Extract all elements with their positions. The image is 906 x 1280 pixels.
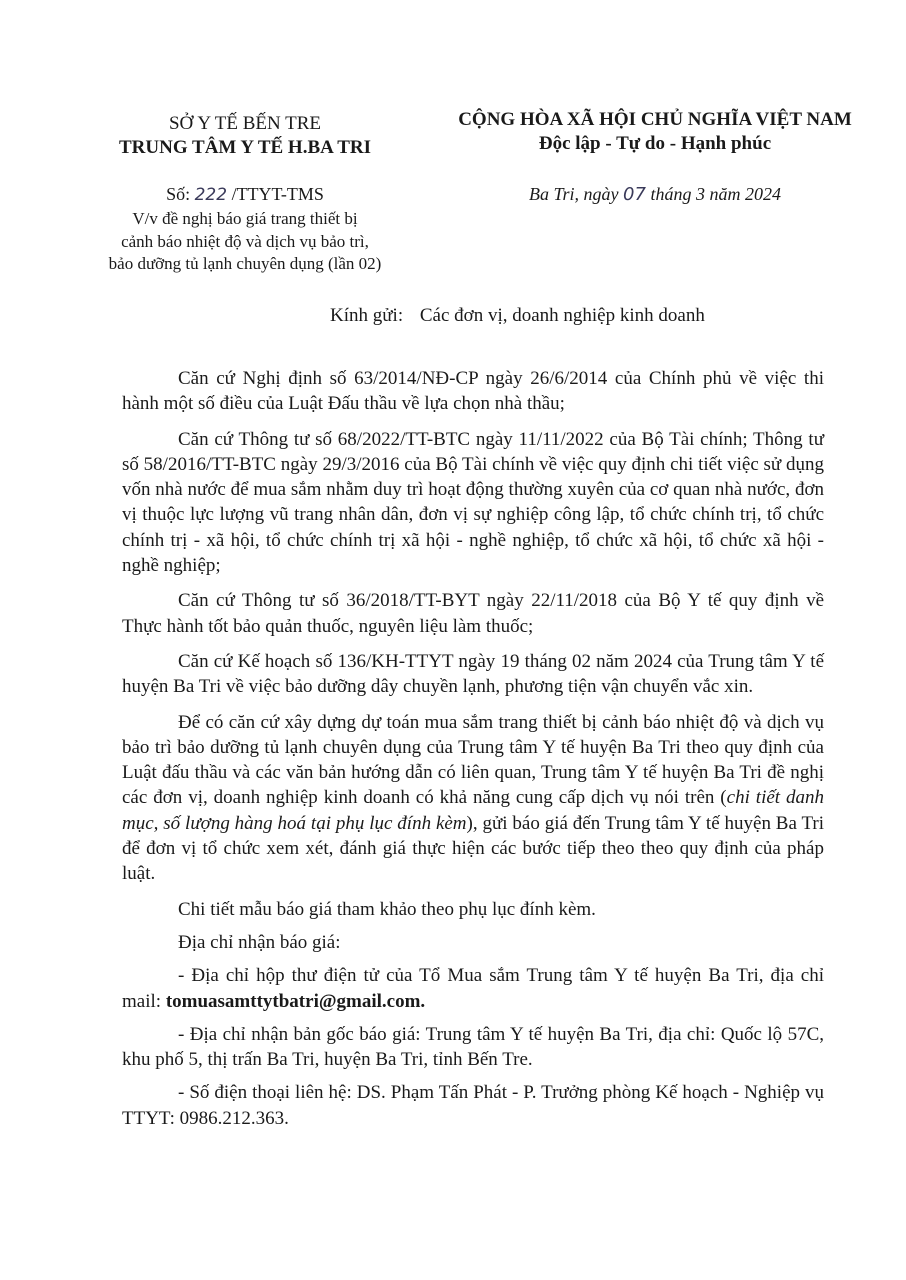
organization-name: TRUNG TÂM Y TẾ H.BA TRI bbox=[119, 137, 371, 158]
parent-organization: SỞ Y TẾ BẾN TRE bbox=[168, 113, 321, 134]
email-address: tomuasamttytbatri@gmail.com. bbox=[165, 990, 426, 1012]
body-paragraph: Căn cứ Kế hoạch số 136/KH-TTYT ngày 19 tháng 02 năm 2024 của Trung tâm Y tế huyện Ba Tri về việc bảo dưỡng dây chuyền lạnh, phương tiện vận chuyển vắc xin. bbox=[122, 650, 824, 698]
national-motto: Độc lập - Tự do - Hạnh phúc bbox=[538, 133, 772, 154]
issuing-organization bbox=[60, 112, 430, 160]
body-paragraph bbox=[122, 710, 824, 887]
date-day-handwritten: 07 bbox=[623, 184, 646, 205]
subject-line: bảo dưỡng tủ lạnh chuyên dụng (lần 02) bbox=[108, 254, 382, 273]
body-paragraph bbox=[122, 963, 824, 1014]
body-text: ), gửi báo giá đến Trung tâm Y tế huyện Ba Tri để đơn vị tổ chức xem xét, đánh giá thực hiện các bước tiếp theo theo quy định của pháp luật. bbox=[122, 812, 824, 885]
date-suffix: tháng 3 năm 2024 bbox=[650, 184, 781, 204]
recipient-line bbox=[330, 304, 705, 328]
doc-number-prefix: Số: bbox=[166, 184, 191, 204]
document-subject bbox=[60, 208, 430, 276]
body-paragraph: Căn cứ Thông tư số 36/2018/TT-BYT ngày 22/11/2018 của Bộ Y tế quy định về Thực hành tốt bảo quản thuốc, nguyên liệu làm thuốc; bbox=[122, 590, 824, 637]
body-paragraph: Căn cứ Thông tư số 68/2022/TT-BTC ngày 11/11/2022 của Bộ Tài chính; Thông tư số 58/2016/TT-BTC ngày 29/3/2016 của Bộ Tài chính về việc quy định chi tiết việc sử dụng vốn nhà nước để mua sắm nhằm duy trì hoạt động thường xuyên của cơ quan nhà nước, đơn vị thuộc lực lượng vũ trang nhân dân, đơn vị sự nghiệp công lập, tổ chức chính trị, tổ chức chính trị - xã hội, tổ chức chính trị xã hội - nghề nghiệp, tổ chức xã hội, tổ chức xã hội - nghề nghiệp; bbox=[122, 428, 824, 577]
body-paragraph: - Địa chỉ nhận bản gốc báo giá: Trung tâm Y tế huyện Ba Tri, địa chỉ: Quốc lộ 57C, khu phố 5, thị trấn Ba Tri, huyện Ba Tri, tỉnh Bến Tre. bbox=[122, 1023, 824, 1071]
body-paragraph: Chi tiết mẫu báo giá tham khảo theo phụ lục đính kèm. bbox=[178, 898, 596, 920]
body-text: Để có căn cứ xây dựng dự toán mua sắm trang thiết bị cảnh báo nhiệt độ và dịch vụ bảo trì bảo dưỡng tủ lạnh chuyên dụng của Trung tâm Y tế huyện Ba Tri theo quy định của Luật đấu thầu và các văn bản hướng dẫn có liên quan, Trung tâm Y tế huyện Ba Tri đề nghị các đơn vị, doanh nghiệp kinh doanh có khả năng cung cấp dịch vụ nói trên ( bbox=[122, 711, 824, 809]
subject-line: cảnh báo nhiệt độ và dịch vụ bảo trì, bbox=[121, 231, 369, 251]
country-name: CỘNG HÒA XÃ HỘI CHỦ NGHĨA VIỆT NAM bbox=[458, 109, 852, 130]
subject-line: V/v đề nghị báo giá trang thiết bị bbox=[132, 209, 358, 228]
document-body bbox=[122, 366, 824, 1139]
doc-number-handwritten: 222 bbox=[194, 185, 228, 205]
body-paragraph: - Số điện thoại liên hệ: DS. Phạm Tấn Phát - P. Trưởng phòng Kế hoạch - Nghiệp vụ TTYT: 0986.212.363. bbox=[122, 1082, 824, 1129]
body-emphasis: chi tiết danh mục, số lượng hàng hoá tại phụ lục đính kèm bbox=[122, 787, 824, 834]
date-prefix: Ba Tri, ngày bbox=[529, 184, 619, 204]
recipient-label: Kính gửi: bbox=[330, 305, 404, 326]
document-date bbox=[430, 182, 880, 207]
body-paragraph: Địa chỉ nhận báo giá: bbox=[178, 931, 341, 953]
body-text: - Địa chỉ hộp thư điện tử của Tổ Mua sắm Trung tâm Y tế huyện Ba Tri, địa chỉ mail: bbox=[122, 965, 824, 1012]
body-paragraph: Căn cứ Nghị định số 63/2014/NĐ-CP ngày 26/6/2014 của Chính phủ về việc thi hành một số điều của Luật Đấu thầu về lựa chọn nhà thầu; bbox=[122, 368, 824, 415]
national-header bbox=[430, 108, 880, 156]
document-number bbox=[60, 182, 430, 207]
recipient-value: Các đơn vị, doanh nghiệp kinh doanh bbox=[419, 305, 705, 326]
doc-number-suffix: /TTYT-TMS bbox=[231, 184, 324, 204]
